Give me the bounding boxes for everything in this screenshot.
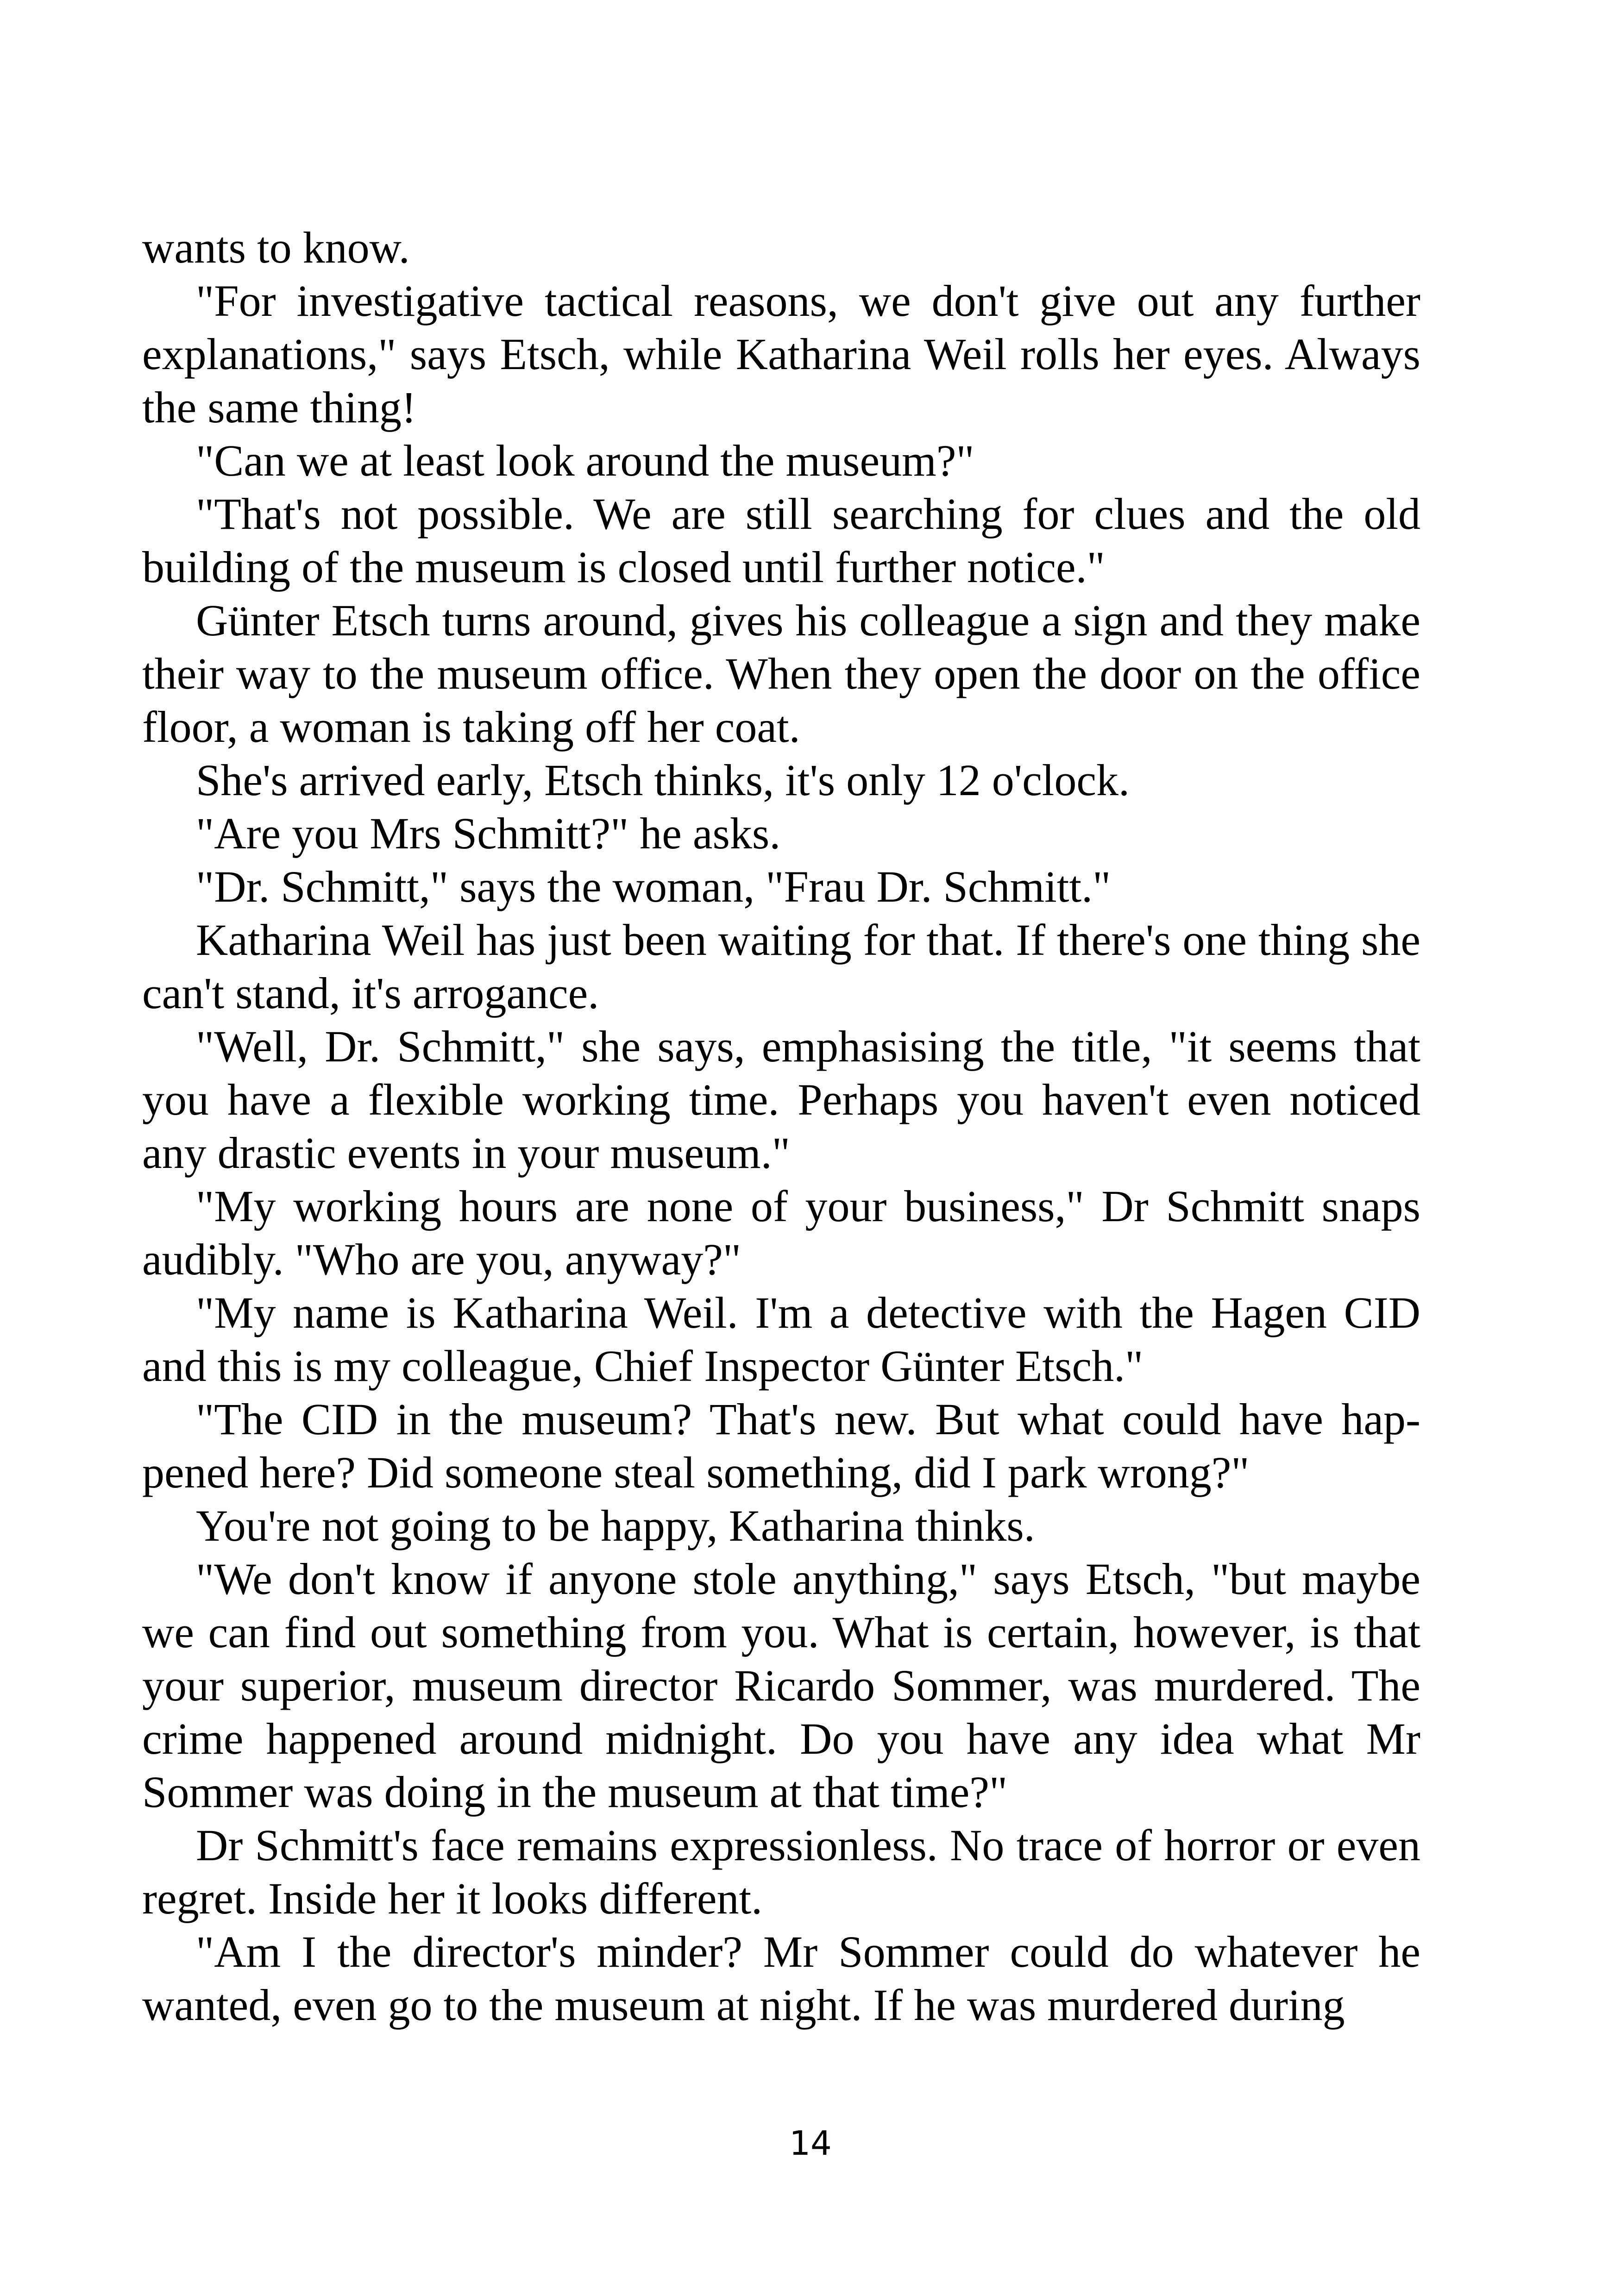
paragraph: "My name is Katharina Weil. I'm a detective with the Hagen CID and this is my colleague, Chief Inspector Günter Etsch." <box>142 1288 1420 1391</box>
page-number: 14 <box>789 2124 832 2163</box>
paragraph: "That's not possible. We are still searching for clues and the old building of the museum is closed until further notice." <box>142 489 1420 592</box>
paragraph: "Am I the director's minder? Mr Sommer could do whatever he wanted, even go to the museum at night. If he was murdered during <box>142 1927 1420 2030</box>
paragraph: She's arrived early, Etsch thinks, it's only 12 o'clock. <box>196 755 1130 805</box>
paragraph: Günter Etsch turns around, gives his colleague a sign and they make their way to the museum office. When they open the door on the office floor, a woman is taking off her coat. <box>142 596 1420 752</box>
paragraph: "Can we at least look around the museum?" <box>196 436 974 485</box>
paragraph: "For investigative tactical reasons, we don't give out any further explanations," says Etsch, while Katharina Weil rolls her eyes. Always the same thing! <box>142 276 1420 432</box>
paragraph: "We don't know if anyone stole anything," says Etsch, "but maybe we can find out something from you. What is certain, however, is that your superior, museum director Ricardo Sommer, was murdered. The crime happened around midnight. Do you have any idea what Mr Sommer was doing in the museum at that time?" <box>142 1554 1420 1817</box>
paragraph: Dr Schmitt's face remains expressionless. No trace of horror or even regret. Inside her it looks different. <box>142 1820 1420 1923</box>
paragraph: "My working hours are none of your business," Dr Schmitt snaps audibly. "Who are you, anyway?" <box>142 1181 1420 1284</box>
paragraph: "The CID in the museum? That's new. But what could have happened here? Did someone steal something, did I park wrong?" <box>142 1394 1420 1497</box>
paragraph: You're not going to be happy, Katharina thinks. <box>196 1501 1035 1550</box>
paragraph: "Dr. Schmitt," says the woman, "Frau Dr. Schmitt." <box>196 862 1111 911</box>
paragraph: "Well, Dr. Schmitt," she says, emphasising the title, "it seems that you have a flexible working time. Perhaps you haven't even noticed any drastic events in your museum." <box>142 1022 1420 1178</box>
paragraph: "Are you Mrs Schmitt?" he asks. <box>196 809 781 858</box>
paragraph: Katharina Weil has just been waiting for that. If there's one thing she can't stand, it's arrogance. <box>142 915 1420 1018</box>
paragraph: wants to know. <box>142 223 410 272</box>
body-text <box>142 221 1420 2032</box>
